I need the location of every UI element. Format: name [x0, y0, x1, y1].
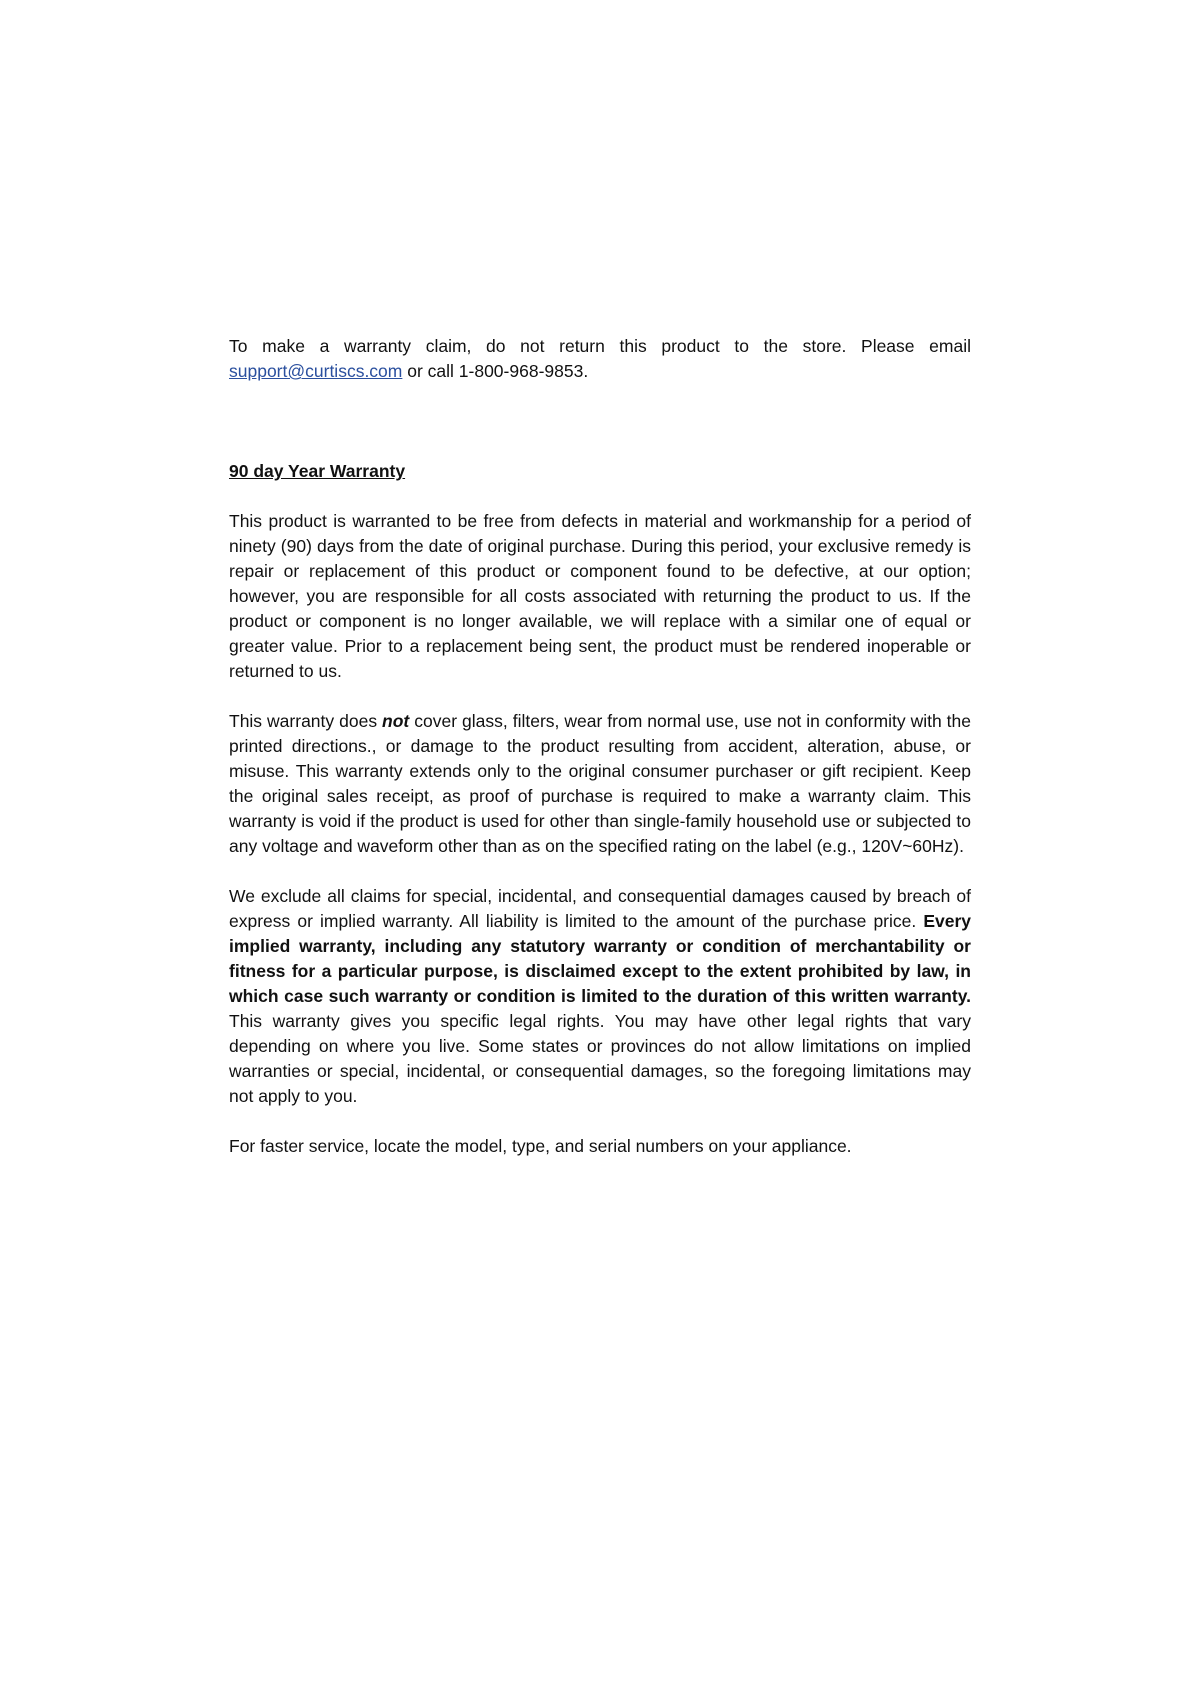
exclusions-text-start: This warranty does [229, 711, 383, 731]
service-paragraph: For faster service, locate the model, type, and serial numbers on your appliance. [229, 1136, 852, 1156]
support-email-link[interactable]: support@curtiscs.com [229, 361, 403, 381]
liability-text-start: We exclude all claims for special, incidental, and consequential damages caused by breach of express or implied warranty. All liability is limited to the amount of the purchase price. [229, 886, 971, 931]
exclusions-emphasis: not [382, 711, 410, 731]
intro-phone-text: or call 1-800-968-9853. [402, 361, 589, 381]
liability-disclaimer-bold: Every implied warranty, including any statutory warranty or condition of merchantability or fitness for a particular purpose, is disclaimed except to the extent prohibited by law, in which case such warranty or condition is limited to the duration of this written warranty. [229, 911, 971, 1006]
exclusions-paragraph [229, 709, 971, 859]
coverage-paragraph: This product is warranted to be free from defects in material and workmanship for a period of ninety (90) days from the date of original purchase. During this period, your exclusive remedy is repair or replacement of this product or component found to be defective, at our option; however, you are responsible for all costs associated with returning the product to us. If the product or component is no longer available, we will replace with a similar one of equal or greater value. Prior to a replacement being sent, the product must be rendered inoperable or returned to us. [229, 511, 971, 681]
intro-text: To make a warranty claim, do not return this product to the store. Please email [229, 336, 971, 356]
warranty-heading: 90 day Year Warranty [229, 461, 406, 481]
exclusions-text-end: cover glass, filters, wear from normal use, use not in conformity with the printed directions., or damage to the product resulting from accident, alteration, abuse, or misuse. This warranty extends only to the original consumer purchaser or gift recipient. Keep the original sales receipt, as proof of purchase is required to make a warranty claim. This warranty is void if the product is used for other than single-family household use or subjected to any voltage and waveform other than as on the specified rating on the label (e.g., 120V~60Hz). [229, 711, 971, 856]
document-body [229, 334, 971, 1159]
liability-text-end: This warranty gives you specific legal rights. You may have other legal rights that vary depending on where you live. Some states or provinces do not allow limitations on implied warranties or special, incidental, or consequential damages, so the foregoing limitations may not apply to you. [229, 1011, 971, 1106]
intro-paragraph [229, 334, 971, 384]
liability-paragraph [229, 884, 971, 1109]
